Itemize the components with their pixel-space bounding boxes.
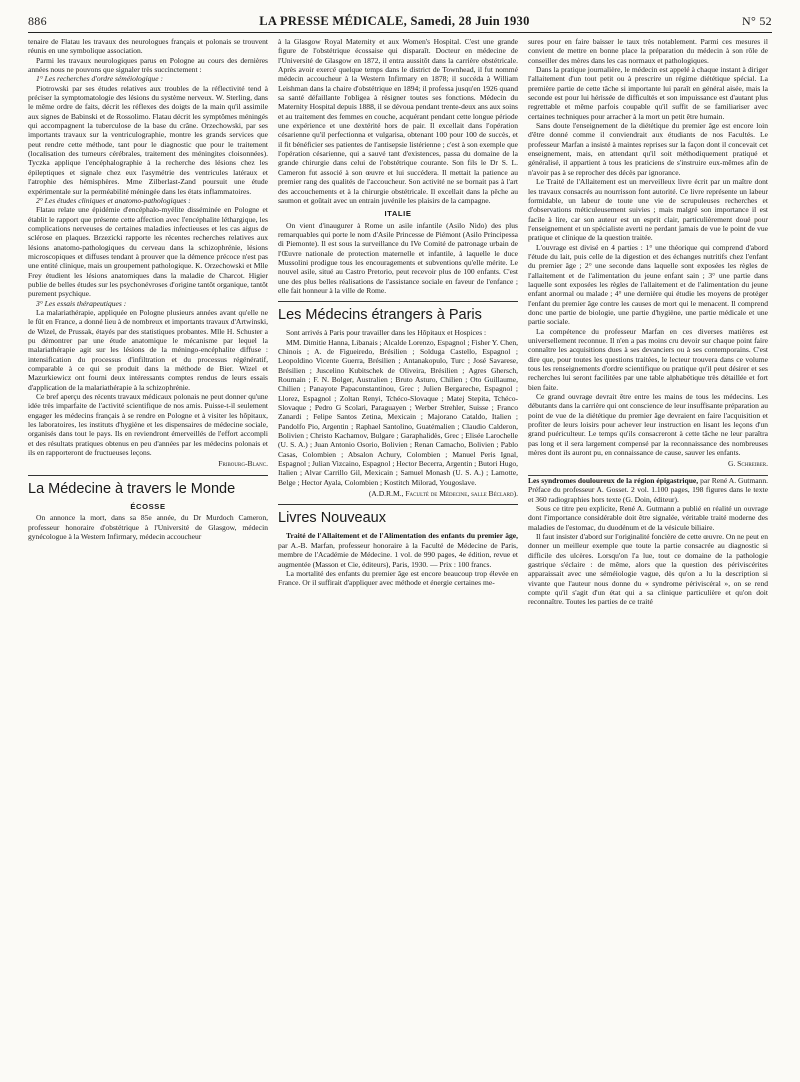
paragraph: MM. Dimitie Hanna, Libanais ; Alcalde Lorenzo, Espagnol ; Fisher Y. Chen, Chinois ; A. de Figueiredo, Brésilien ; Solduga Castello, Espagnol ; Leopoldino Vicente Guerra, Brésilien ; Antanakopulo, Turc ; José Savarese, Brésilien ; Juscelino Kubitschek de Oliveira, Brésilien ; Agres Ghersch, Roumain ; F. N. Bolger, Australien ; Bruto Asturo, Chilien ; Oto Guillaume, Chilien ; Panayote Papaconstantinou, Grec ; Julien Bergareche, Espagnol ; Llorez, Espagnol ; Zoltan Renyi, Tchéco-Slovaque ; Matej Stepita, Tchéco-Slovaque ; Pedro G Scolari, Paraguayen ; Werber Strehler, Suisse ; Franco Zanardi ; Felipe Santos Zetina, Mexicain ; Majorano Cataldo, Italien ; Pandolfo Pio, Argentin ; Raphael Santolino, Guatémalien ; Claudio Calderon, Bolivien ; Christo Kachamov, Bulgare ; Garaphalidès, Grec ; Elisée Larochelle (U. S. A.) ; Juan Antonio Osorio, Bolivien ; Renan Camacho, Bolivien ; Pablo Casas, Colombien ; Absalon Achury, Colombien ; Manuel Peris Ignal, Espagnol ; Julian Vizcaino, Espagnol ; Hector Becerra, Argentin ; Butori Hugo, Italien ; Alvar Carrillo Gil, Mexicain ; Samuel Monash (U. S. A.) ; Lamotte, Belge ; Hector Ayala, Colombien ; Kostitch Milorad, Yougoslave. <box>278 337 518 487</box>
paragraph: On annonce la mort, dans sa 85e année, du Dr Murdoch Cameron, professeur honoraire d'obstétrique à l'Université de Glasgow, médecin gynécologue à la Western Infirmary, médecin accoucheur <box>28 513 268 541</box>
signature: Fribourg-Blanc. <box>218 459 268 469</box>
paragraph: La mortalité des enfants du premier âge est encore beaucoup trop élevée en France. Or il suffirait d'appliquer avec méthode et énergie certaines me- <box>278 568 518 588</box>
book-title: Traité de l'Allaitement et de l'Alimentation des enfants du premier âge, <box>286 531 518 541</box>
subheading: 1° Les recherches d'ordre séméiologique : <box>36 74 163 84</box>
book-details: par A.-B. Marfan, professeur honoraire à la Faculté de Médecine de Paris, membre de l'Académie de Médecine. 1 vol. de 990 pages, 4e édition, revue et augmentée (Masson et Cie, éditeurs), Paris, 1930. — Prix : 100 francs. <box>278 540 518 569</box>
subheading: 2° Les études cliniques et anatomo-pathologiques : <box>36 195 191 205</box>
paragraph: à la Glasgow Royal Maternity et aux Women's Hospital. C'est une grande figure de l'obstétrique écossaise qui disparaît. Docteur en médecine de l'Université de Glasgow en 1872, il entra aussitôt dans la carrière obstétricale. Après avoir exercé quelque temps dans le district de Townhead, il fut nommé médecin accoucheur à la Western Infirmary en 1878; il succéda à William Leishman dans la chaire d'obstétrique en 1894; il professa jusqu'en 1926 quand sa santé défaillante l'obligea à résigner toutes ses fonctions. Médecin du Maternity Hospital depuis 1888, il se dévoua pendant trente-deux ans aux soins et au traitement des femmes en couche, acquérant pendant cette longue période une expérience et une dextérité hors de pair. Il excellait dans l'opération césarienne qu'il perfectionna et vulgarisa, obtenant 100 pour 100 de succès, et il fit bénéficier ses patientes de l'antisepsie listérienne ; c'est à son exemple que l'opération césarienne, qui a sauvé tant d'existences, passa du domaine de la grande chirurgie dans celui de l'obstétrique courante. Son fils le Dr S. L. Cameron fut associé à son œuvre et lui succédera. Il mettait la patience au premier rang des qualités de l'accoucheur. Son activité ne se bornait pas à l'art des accouchements et à la chirurgie obstétricale. Il excellait dans la pêche au saumon et goûtait avec un entrain juvénile les plaisirs de la campagne. <box>278 37 518 205</box>
paragraph: Flatau relate une épidémie d'encéphalo-myélite disséminée en Pologne et établit le rapport que présente cette affection avec l'encéphalite léthargique, les complications nerveuses de certaines maladies infectieuses et les cas aigus de sclérose en plaques. Brzezicki rapporte les récentes recherches relatives aux lésions anatomo-pathologiques du cerveau dans la schizophrénie, lésions microscopiques et diffuses tendant à prouver que la démence précoce n'est pas une entité clinique, mais un groupement pathologique. K. Orzechowski et Mlle Frey étudient les lésions anatomiques dans la maladie de Charcot. Higier publie de belles études sur les psychonévroses d'origine tantôt organique, tantôt purement psychique. <box>28 205 268 299</box>
paragraph: La malariathérapie, appliquée en Pologne plusieurs années avant qu'elle ne le fût en France, a donné lieu à de nombreux et importants travaux d'Artwinski, de Wizel, de Prussak, étayés par des statistiques probantes. Mlle H. Schuster a pu démontrer par une étude anatomique le mécanisme par lequel la malariathérapie agit sur les lésions de la méningo-encéphalite diffuse : intensification du processus d'infiltration et du processus régénératif, comparable à ce qui se produit dans la méthode de Bier. Wizel et Mazurkiewicz ont fourni deux intéressants comptes rendus de leurs essais d'application de la malariathérapie à la schizophrénie. <box>28 307 268 392</box>
section-heading: La Médecine à travers le Monde <box>28 475 268 498</box>
subheading: 3° Les essais thérapeutiques : <box>36 298 127 308</box>
paragraph: sures pour en faire baisser le taux très notablement. Parmi ces mesures il convient de mettre en bonne place la préparation du médecin à son rôle de conseiller des mères dans les cas normaux et pathologiques. <box>528 37 768 65</box>
paragraph: La compétence du professeur Marfan en ces diverses matières est universellement reconnue. Il n'en a pas moins cru devoir sur chaque point faire connaître les acquisitions dues à ses devanciers ou à ses contemporains. C'est dire que, pour toutes les questions traitées, le lecteur trouvera dans ce volume tous les renseignements d'ordre scientifique ou pratique qu'il peut désirer et ses recherches lui seront facilitées par une table alphabétique très détaillée et fort bien faite. <box>528 326 768 392</box>
paragraph: Piotrowski par ses études relatives aux troubles de la réflectivité tend à préciser la symptomatologie des lésions du système nerveux. W. Sterling, dans le même ordre de faits, décrit les réflexes des doigts de la main qu'il assimile aux signes de Babinski et de Rossolimo. Flatau décrit les symptômes méningés qui accompagnent la tuberculose de la base du crâne. Orzechowski, par ses importants travaux sur la ventriculographie, montre les grands services que peut rendre cette méthode, tant pour le diagnostic que pour le traitement (localisation des tumeurs cérébrales, traitement des méningites cloisonnées). Tyczka applique l'encéphalographie à la recherche des lésions chez les épileptiques et signale chez eux l'asymétrie des ventricules latéraux et l'atrophie des hémisphères. Mme Zilberlast-Zand poursuit une étude expérimentale sur la perméabilité méningée dans les états inflammatoires. <box>28 83 268 196</box>
paragraph: Ce grand ouvrage devrait être entre les mains de tous les médecins. Les débutants dans la carrière qui ont conscience de leur insuffisante préparation au point de vue de la diététique du premier âge devraient en faire l'acquisition et profiter de leurs loisirs pour achever leur instruction en lisant les leçons d'un grand puériculteur. Le temps qu'ils consacreront à cette tâche ne leur paraîtra pas long et il sera largement compensé par la reconnaissance des nombreuses mères dont ils auront pu, en connaissance de cause, sauver les enfants. <box>528 392 768 458</box>
paragraph: Le Traité de l'Allaitement est un merveilleux livre écrit par un maître dont les travaux consacrés au nourrisson font autorité. Ce livre représente un labeur formidable, un labeur de toute une vie de scrupuleuses recherches et d'observations méticuleusement suivies ; mais malgré son importance il est facile à lire, car son auteur est un esprit clair, particulièrement doué pour l'enseignement et un spécialiste averti ne perdant jamais de vue le point de vue pratique et clinique de la question traitée. <box>528 177 768 243</box>
paragraph: Sous ce titre peu explicite, René A. Gutmann a publié en réalité un ouvrage dont l'importance considérable doit être signalée, véritable traité moderne des maladies de l'estomac, du duodénum et de la vésicule biliaire. <box>528 503 768 532</box>
section-heading: Livres Nouveaux <box>278 504 518 527</box>
page-header <box>28 14 772 29</box>
issue-number: N° 52 <box>742 14 772 28</box>
paragraph: Dans la pratique journalière, le médecin est appelé à chaque instant à diriger l'allaitement d'un tout petit ou à prescrire un régime diététique spécial. La première partie de cette tâche si importante lui paraît en général aisée, mais la seconde est pour lui hérissée de difficultés et son impuissance est d'autant plus regrettable et même parfois coupable qu'il suffit de se familiariser avec certaines techniques pour arracher à la mort un petit être humain. <box>528 65 768 121</box>
paragraph: Il faut insister d'abord sur l'originalité foncière de cette œuvre. On ne peut en donner un meilleur exemple que toute la partie consacrée au diagnostic si difficile des ulcères. Lorsqu'on l'a lue, tout ce domaine de la pathologie gastrique s'éclaire : de même, alors que la question des périviscérites apparaissait avec une séméiologie vague, dès qu'on a lu la description si vivante que l'auteur nous donne du « syndrome périviscéral », on se rend compte qu'il s'agit d'un état qui a sa clinique particulière et qu'on doit reconnaître. Toutes les parties de ce traité <box>528 531 768 607</box>
signature: G. Schreiber. <box>727 459 768 469</box>
header-rule <box>28 32 772 33</box>
paragraph: Parmi les travaux neurologiques parus en Pologne au cours des dernières années nous ne pouvons que signaler très succinctement : <box>28 55 268 75</box>
book-details: par René A. Gutmann. Préface du professeur A. Gosset. 2 vol. 1.100 pages, 198 figures dans le texte et 360 radiographies hors texte (G. Doin, éditeur). <box>528 475 768 504</box>
column-2 <box>278 37 518 1077</box>
paragraph: Sont arrivés à Paris pour travailler dans les Hôpitaux et Hospices : <box>286 328 487 338</box>
book-title: Les syndromes douloureux de la région épigastrique, <box>528 475 699 485</box>
column-3 <box>528 37 768 1077</box>
column-1 <box>28 37 268 1077</box>
country-heading: ÉCOSSE <box>130 501 166 511</box>
country-heading: ITALIE <box>384 209 412 219</box>
paragraph: On vient d'inaugurer à Rome un asile infantile (Asilo Nido) des plus remarquables qui porte le nom d'Asile Princesse de Piémont (Asilo Principessa di Piemonte). Il est sous la surveillance du IVe Comité de patronage urbain de l'Œuvre nationale de protection maternelle et infantile, à laquelle le duce Mussolini prodigue tous les encouragements et subventions qu'elle mérite. Le nouvel asile, situé au Castro Pretorio, peut recevoir plus de 100 enfants. C'est une des plus belles réalisations de l'assistance sociale en faveur de l'enfance ; elle fait honneur à la ville de Rome. <box>278 220 518 295</box>
page-number: 886 <box>28 14 47 28</box>
paragraph: Ce bref aperçu des récents travaux médicaux polonais ne peut donner qu'une idée très imparfaite de l'activité scientifique de nos amis. Puisse-t-il seulement engager les médecins français à se rendre en Pologne et à visiter les hôpitaux, les laboratoires, les instituts d'hygiène et les dispensaires de médecine sociale, organisés dans tout le pays. Ils en reviendront émerveillés de l'effort accompli et des résultats pratiques obtenus en peu d'années par les médecins polonais et ils en rapporteront de fructueuses leçons. <box>28 392 268 458</box>
signature: (A.D.R.M., Faculté de Médecine, salle Béclard). <box>368 489 518 499</box>
paragraph: tenaire de Flatau les travaux des neurologues français et polonais se trouvent réunis en une symbolique association. <box>28 37 268 56</box>
book-review-entry <box>528 476 768 504</box>
book-review-entry <box>278 531 518 568</box>
journal-title: LA PRESSE MÉDICALE, Samedi, 28 Juin 1930 <box>259 14 530 28</box>
section-heading: Les Médecins étrangers à Paris <box>278 301 518 324</box>
paragraph: Sans doute l'enseignement de la diététique du premier âge est encore loin d'être donné comme il conviendrait aux étudiants de nos Facultés. Le professeur Marfan a insisté à maintes reprises sur la façon dont il concevait cet enseignement, mais, en attendant qu'il soit méthodiquement pratiqué et généralisé, il appartient à tous les praticiens de s'instruire eux-mêmes afin de n'avoir pas à se reprocher des décès par ignorance. <box>528 121 768 177</box>
paragraph: L'ouvrage est divisé en 4 parties : 1° une théorique qui comprend d'abord l'étude du lait, puis celle de la digestion et des échanges nutritifs chez l'enfant du premier âge ; 2° une seconde dans laquelle sont exposées les règles de l'allaitement et de l'alimentation du jeune enfant sain ; 3° une partie dans laquelle sont exposées les règles de l'allaitement et de l'alimentation du jeune enfant anormal ou malade ; 4° une dernière qui étudie les moyens de protéger l'enfant du premier âge contre les causes de mort qui le menacent. Il comprend donc une partie de biologie, une partie d'hygiène, une partie médicale et une partie sociale. <box>528 242 768 327</box>
columns <box>28 37 772 1077</box>
